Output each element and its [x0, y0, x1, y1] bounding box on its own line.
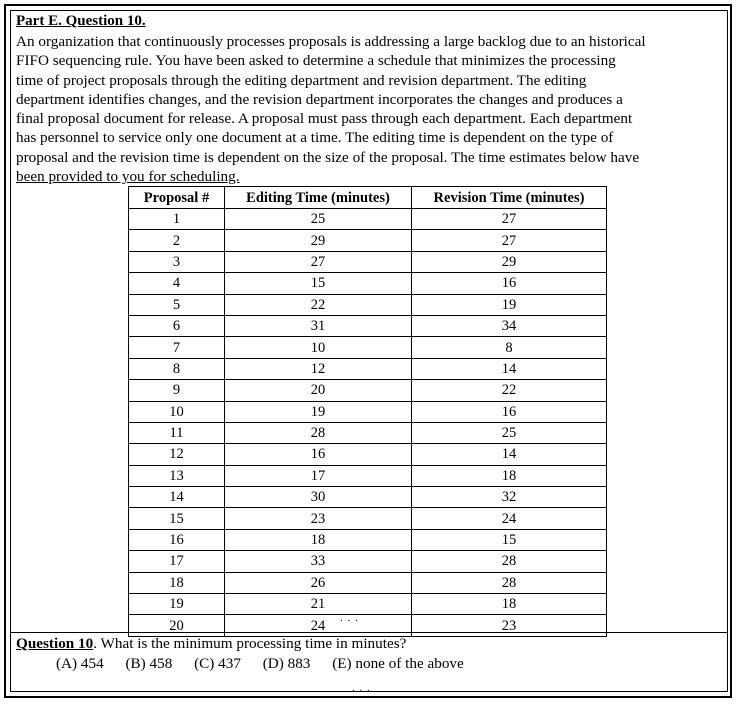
- cell-editing-time: 18: [225, 529, 412, 550]
- table-row: [129, 294, 607, 315]
- table-row: [129, 444, 607, 465]
- cell-proposal: 5: [129, 294, 225, 315]
- cell-editing-time: 33: [225, 551, 412, 572]
- cell-revision-time: 22: [412, 380, 607, 401]
- cell-proposal: 12: [129, 444, 225, 465]
- table-row: [129, 529, 607, 550]
- option-a: (A) 454: [56, 655, 104, 672]
- cell-editing-time: 30: [225, 487, 412, 508]
- cell-editing-time: 26: [225, 572, 412, 593]
- header-editing-time: Editing Time (minutes): [225, 187, 412, 209]
- cell-proposal: 11: [129, 422, 225, 443]
- cell-proposal: 17: [129, 551, 225, 572]
- cell-proposal: 2: [129, 230, 225, 251]
- part-heading: Part E. Question 10.: [16, 13, 146, 29]
- cell-editing-time: 24: [225, 615, 412, 636]
- table-row: [129, 380, 607, 401]
- paragraph-line: proposal and the revision time is dependent on the size of the proposal. The time estimates below have: [16, 148, 640, 166]
- paragraph-line: FIFO sequencing rule. You have been asked to determine a schedule that minimizes the processing: [16, 52, 616, 70]
- cell-editing-time: 19: [225, 401, 412, 422]
- cell-editing-time: 10: [225, 337, 412, 358]
- paragraph-last-line: been provided to you for scheduling.: [16, 168, 240, 186]
- table-row: [129, 551, 607, 572]
- option-b: (B) 458: [125, 655, 173, 672]
- cell-editing-time: 16: [225, 444, 412, 465]
- table-row: [129, 230, 607, 251]
- table-row: [129, 358, 607, 379]
- cell-proposal: 1: [129, 209, 225, 230]
- cell-proposal: 8: [129, 358, 225, 379]
- cell-proposal: 14: [129, 487, 225, 508]
- cell-editing-time: 21: [225, 594, 412, 615]
- answer-options: [56, 654, 482, 673]
- question-text: . What is the minimum processing time in minutes?: [93, 635, 407, 652]
- cell-revision-time: 24: [412, 508, 607, 529]
- cell-editing-time: 20: [225, 380, 412, 401]
- table-row: [129, 401, 607, 422]
- header-proposal: Proposal #: [129, 187, 225, 209]
- option-e: (E) none of the above: [332, 655, 464, 672]
- times-table: [128, 186, 607, 637]
- cell-revision-time: 23: [412, 615, 607, 636]
- cell-revision-time: 19: [412, 294, 607, 315]
- cell-revision-time: 29: [412, 251, 607, 272]
- table-row: [129, 487, 607, 508]
- table-row: [129, 209, 607, 230]
- cell-editing-time: 17: [225, 465, 412, 486]
- cell-editing-time: 29: [225, 230, 412, 251]
- table-row: [129, 572, 607, 593]
- problem-statement: [16, 32, 721, 186]
- cell-editing-time: 27: [225, 251, 412, 272]
- cell-proposal: 18: [129, 572, 225, 593]
- cell-proposal: 20: [129, 615, 225, 636]
- table-header-row: [129, 187, 607, 209]
- cell-revision-time: 27: [412, 209, 607, 230]
- cell-proposal: 19: [129, 594, 225, 615]
- cell-revision-time: 28: [412, 551, 607, 572]
- cell-revision-time: 14: [412, 358, 607, 379]
- cell-revision-time: 34: [412, 315, 607, 336]
- cell-proposal: 10: [129, 401, 225, 422]
- question-line: [16, 634, 406, 653]
- option-c: (C) 437: [194, 655, 241, 672]
- cell-revision-time: 16: [412, 401, 607, 422]
- cell-editing-time: 22: [225, 294, 412, 315]
- paragraph-line: [16, 167, 721, 186]
- cell-proposal: 7: [129, 337, 225, 358]
- cell-revision-time: 16: [412, 273, 607, 294]
- cell-revision-time: 15: [412, 529, 607, 550]
- option-d: (D) 883: [262, 655, 311, 672]
- cell-proposal: 3: [129, 251, 225, 272]
- cell-revision-time: 14: [412, 444, 607, 465]
- cell-revision-time: 8: [412, 337, 607, 358]
- paragraph-line: department identifies changes, and the revision department incorporates the changes and produces a: [16, 90, 623, 108]
- cell-proposal: 13: [129, 465, 225, 486]
- cell-proposal: 6: [129, 315, 225, 336]
- cell-editing-time: 12: [225, 358, 412, 379]
- cell-editing-time: 28: [225, 422, 412, 443]
- cell-editing-time: 15: [225, 273, 412, 294]
- cell-revision-time: 27: [412, 230, 607, 251]
- question-label: Question 10: [16, 635, 94, 652]
- table-row: [129, 337, 607, 358]
- cell-editing-time: 25: [225, 209, 412, 230]
- cell-revision-time: 25: [412, 422, 607, 443]
- paragraph-line: has personnel to service only one document at a time. The editing time is dependent on the type of: [16, 129, 614, 147]
- cell-editing-time: 31: [225, 315, 412, 336]
- header-revision-time: Revision Time (minutes): [412, 187, 607, 209]
- cell-editing-time: 23: [225, 508, 412, 529]
- cell-revision-time: 28: [412, 572, 607, 593]
- cell-proposal: 15: [129, 508, 225, 529]
- table-row: [129, 508, 607, 529]
- paragraph-line: An organization that continuously processes proposals is addressing a large backlog due to an historical: [16, 33, 646, 50]
- table-row: [129, 251, 607, 272]
- table-body: [129, 209, 607, 637]
- paragraph-line: time of project proposals through the editing department and revision department. The editing: [16, 71, 587, 89]
- cell-revision-time: 18: [412, 594, 607, 615]
- table-row: [129, 422, 607, 443]
- ellipsis-top: . . .: [340, 612, 359, 624]
- ellipsis-bottom: . . .: [352, 682, 371, 694]
- table-row: [129, 273, 607, 294]
- table-row: [129, 594, 607, 615]
- cell-proposal: 16: [129, 529, 225, 550]
- paragraph-line: final proposal document for release. A proposal must pass through each department. Each department: [16, 110, 633, 128]
- table-row: [129, 465, 607, 486]
- cell-revision-time: 32: [412, 487, 607, 508]
- cell-proposal: 9: [129, 380, 225, 401]
- cell-revision-time: 18: [412, 465, 607, 486]
- cell-proposal: 4: [129, 273, 225, 294]
- table-row: [129, 315, 607, 336]
